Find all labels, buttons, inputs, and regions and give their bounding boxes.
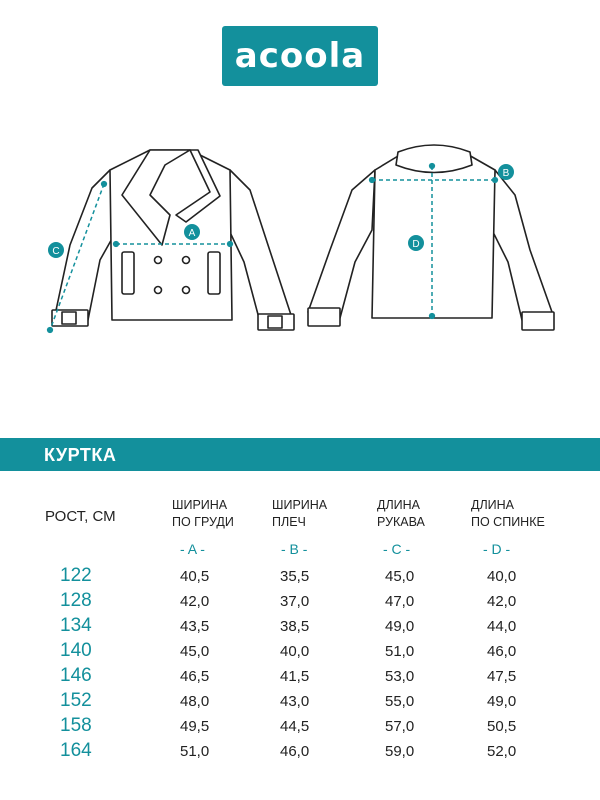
height-value: 164 — [60, 740, 92, 761]
sleeve-value: 51,0 — [385, 643, 415, 660]
front-left-sleeve — [55, 170, 118, 320]
back-length-value: 52,0 — [487, 743, 517, 760]
back-length-value: 50,5 — [487, 718, 517, 735]
back-right-cuff — [522, 312, 554, 330]
back-length-value: 47,5 — [487, 668, 517, 685]
jacket-technical-drawing — [0, 130, 600, 360]
chest-value: 51,0 — [180, 743, 210, 760]
column-header-back — [471, 497, 545, 531]
front-right-pocket — [208, 252, 220, 294]
column-header-sleeve — [377, 497, 425, 531]
chest-value: 46,5 — [180, 668, 210, 685]
shoulder-value: 35,5 — [280, 568, 310, 585]
column-code-c: - C - — [383, 541, 411, 557]
back-right-sleeve — [492, 170, 552, 320]
sleeve-value: 49,0 — [385, 618, 415, 635]
height-value: 158 — [60, 715, 92, 736]
chest-value: 42,0 — [180, 593, 210, 610]
table-row — [0, 690, 600, 715]
marker-c-label: C — [52, 246, 60, 257]
marker-b-label: B — [502, 168, 510, 179]
height-value: 134 — [60, 615, 92, 636]
shoulder-value: 40,0 — [280, 643, 310, 660]
button — [155, 257, 162, 264]
column-header-line: ДЛИНА — [377, 498, 421, 512]
height-value: 152 — [60, 690, 92, 711]
shoulder-value: 44,5 — [280, 718, 310, 735]
sleeve-value: 45,0 — [385, 568, 415, 585]
back-length-value: 42,0 — [487, 593, 517, 610]
table-row — [0, 590, 600, 615]
height-value: 146 — [60, 665, 92, 686]
column-header-line: ПО ГРУДИ — [172, 515, 234, 529]
back-length-value: 46,0 — [487, 643, 517, 660]
back-length-value: 44,0 — [487, 618, 517, 635]
height-value: 140 — [60, 640, 92, 661]
shoulder-value: 37,0 — [280, 593, 310, 610]
table-row — [0, 665, 600, 690]
table-row — [0, 615, 600, 640]
column-header-line: ПЛЕЧ — [272, 515, 306, 529]
table-row — [0, 715, 600, 740]
back-body — [372, 150, 495, 318]
column-header-shoulders — [272, 497, 327, 531]
back-left-sleeve — [308, 170, 375, 318]
chest-value: 40,5 — [180, 568, 210, 585]
front-left-pocket — [122, 252, 134, 294]
brand-logo — [222, 26, 378, 86]
back-left-cuff — [308, 308, 340, 326]
sleeve-value: 53,0 — [385, 668, 415, 685]
sleeve-value: 59,0 — [385, 743, 415, 760]
back-length-value: 40,0 — [487, 568, 517, 585]
sleeve-value: 55,0 — [385, 693, 415, 710]
table-row — [0, 640, 600, 665]
chest-value: 48,0 — [180, 693, 210, 710]
column-header-line: ШИРИНА — [172, 498, 228, 512]
column-header-line: РУКАВА — [377, 515, 425, 529]
table-row — [0, 740, 600, 765]
front-right-sleeve — [228, 170, 292, 322]
section-title: КУРТКА — [44, 445, 117, 465]
shoulder-value: 38,5 — [280, 618, 310, 635]
chest-value: 45,0 — [180, 643, 210, 660]
column-header-line: ПО СПИНКЕ — [471, 515, 545, 529]
column-code-d: - D - — [483, 541, 511, 557]
chest-value: 49,5 — [180, 718, 210, 735]
shoulder-value: 41,5 — [280, 668, 310, 685]
column-code-b: - B - — [281, 541, 308, 557]
column-code-a: - A - — [180, 541, 205, 557]
button — [183, 287, 190, 294]
logo-text: acoola — [234, 36, 366, 76]
back-collar — [396, 145, 472, 173]
column-header-chest — [172, 497, 234, 531]
table-row — [0, 565, 600, 590]
column-header-line: ДЛИНА — [471, 498, 515, 512]
sleeve-value: 47,0 — [385, 593, 415, 610]
height-value: 122 — [60, 565, 92, 586]
marker-a-label: A — [188, 228, 196, 239]
back-length-value: 49,0 — [487, 693, 517, 710]
shoulder-value: 43,0 — [280, 693, 310, 710]
section-band — [0, 438, 600, 471]
height-column-header: РОСТ, СМ — [45, 508, 116, 525]
marker-d-label: D — [412, 239, 420, 250]
button — [155, 287, 162, 294]
height-value: 128 — [60, 590, 92, 611]
chest-value: 43,5 — [180, 618, 210, 635]
button — [183, 257, 190, 264]
shoulder-value: 46,0 — [280, 743, 310, 760]
sleeve-value: 57,0 — [385, 718, 415, 735]
column-header-line: ШИРИНА — [272, 498, 328, 512]
